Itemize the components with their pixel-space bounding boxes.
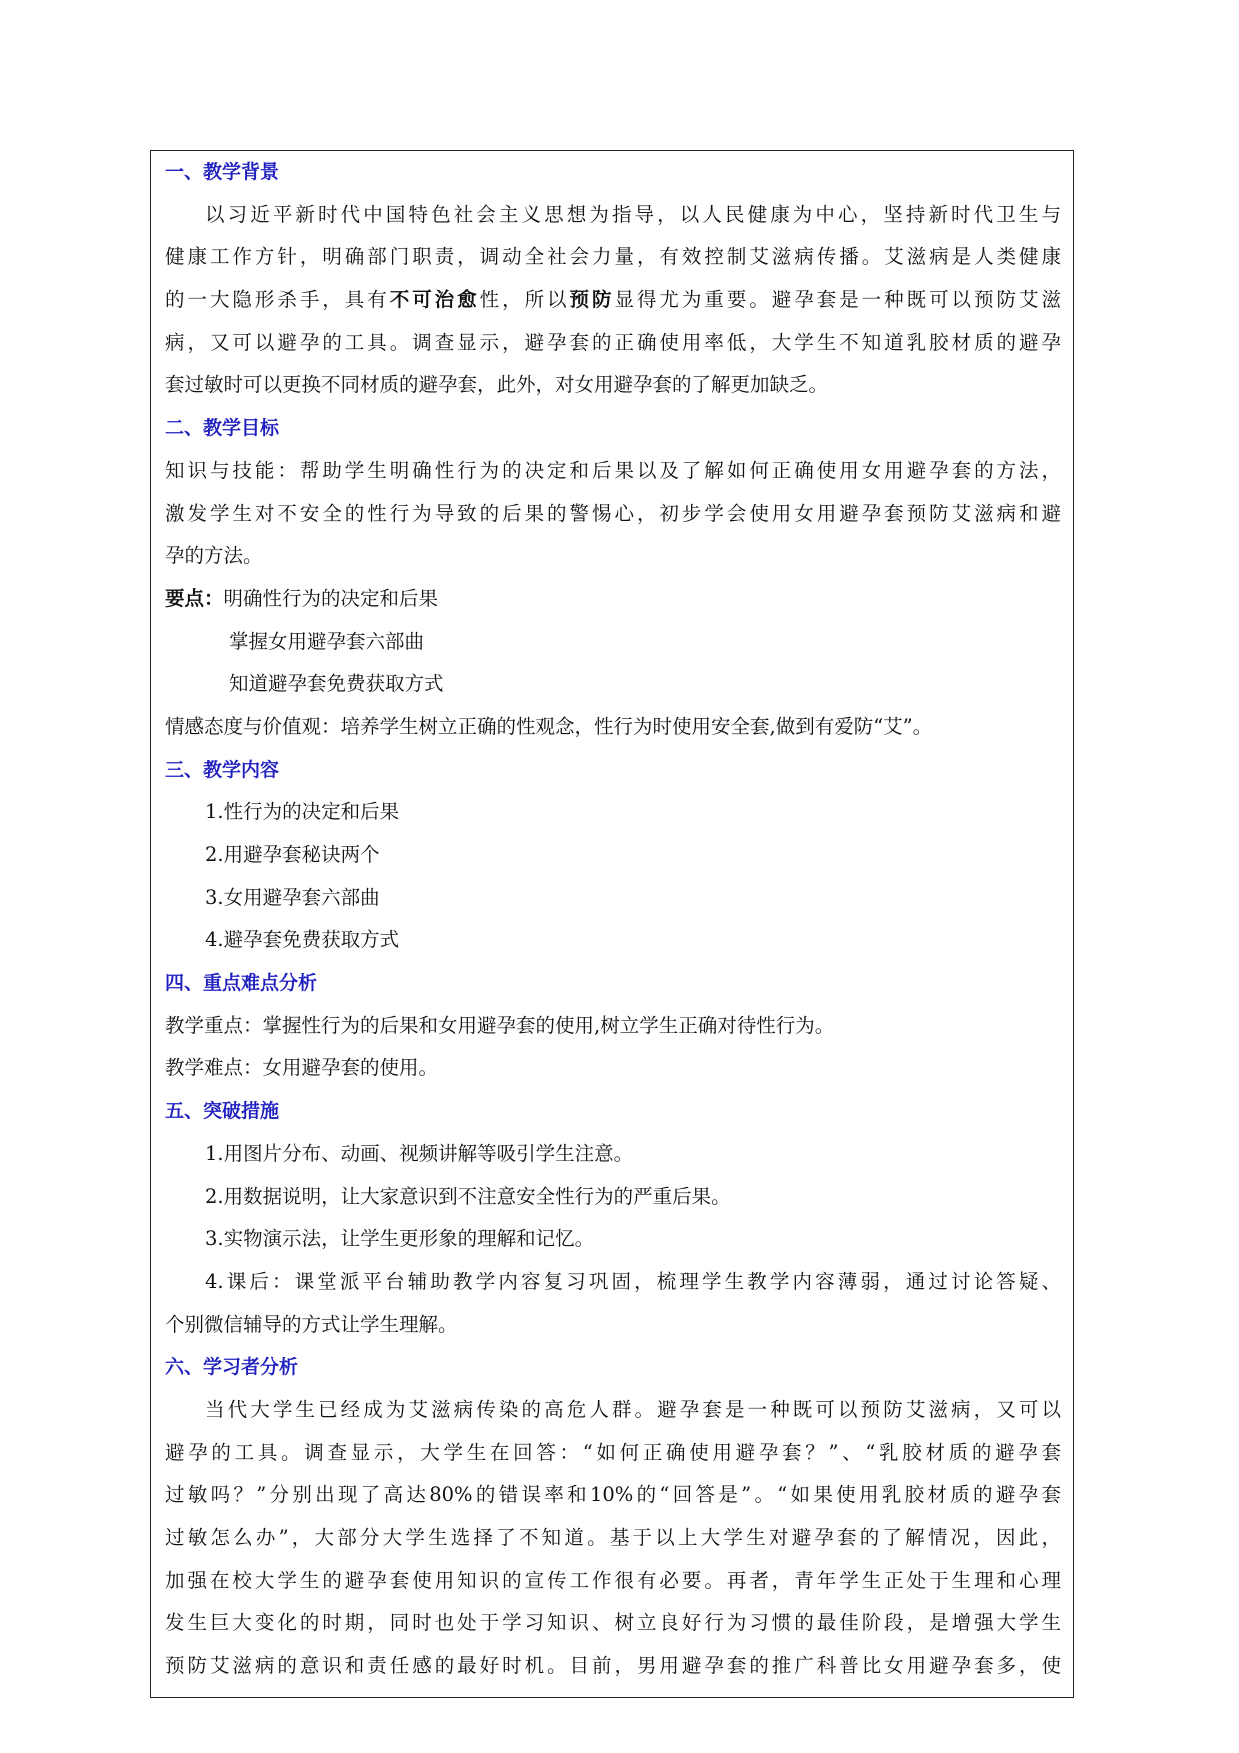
list-item: 2.用避孕套秘诀两个 xyxy=(205,843,380,866)
section-heading-content: 三、教学内容 xyxy=(165,758,280,781)
paragraph-line: 病，又可以避孕的工具。调查显示，避孕套的正确使用率低，大学生不知道乳胶材质的避孕 xyxy=(165,330,1061,354)
section-heading-measures: 五、突破措施 xyxy=(165,1100,280,1123)
emphasis-prevention: 预防 xyxy=(569,288,615,312)
paragraph-line: 套过敏时可以更换不同材质的避孕套，此外，对女用避孕套的了解更加缺乏。 xyxy=(165,373,829,397)
list-item: 4.避孕套免费获取方式 xyxy=(205,928,400,952)
paragraph-line: 健康工作方针，明确部门职责，调动全社会力量，有效控制艾滋病传播。艾滋病是人类健康 xyxy=(165,245,1061,269)
key-point: 掌握女用避孕套六部曲 xyxy=(229,629,425,653)
text-run: 性，所以 xyxy=(479,288,570,312)
list-item: 4.课后：课堂派平台辅助教学内容复习巩固，梳理学生教学内容薄弱，通过讨论答疑、 xyxy=(205,1269,1061,1293)
list-item: 3.实物演示法，让学生更形象的理解和记忆。 xyxy=(205,1227,595,1251)
text-run: 的一大隐形杀手，具有 xyxy=(165,288,390,312)
paragraph-line: 加强在校大学生的避孕套使用知识的宣传工作很有必要。再者，青年学生正处于生理和心理 xyxy=(165,1568,1061,1592)
list-item: 3.女用避孕套六部曲 xyxy=(205,885,380,909)
emphasis-incurable: 不可治愈 xyxy=(389,288,480,312)
key-point: 明确性行为的决定和后果 xyxy=(223,586,439,610)
paragraph-line: 过敏吗？”分别出现了高达80%的错误率和10%的“回答是”。“如果使用乳胶材质的避孕套 xyxy=(165,1483,1061,1507)
list-item: 2.用数据说明，让大家意识到不注意安全性行为的严重后果。 xyxy=(205,1184,731,1208)
paragraph-line: 知识与技能：帮助学生明确性行为的决定和后果以及了解如何正确使用女用避孕套的方法， xyxy=(165,458,1061,482)
key-points-label: 要点： xyxy=(165,586,224,610)
list-item: 1.性行为的决定和后果 xyxy=(205,800,400,824)
paragraph-line-emphasis xyxy=(165,279,1061,322)
section-heading-learner-analysis: 六、学习者分析 xyxy=(165,1356,299,1379)
section-heading-objectives: 二、教学目标 xyxy=(165,417,280,440)
lesson-plan-table xyxy=(150,150,1074,1698)
section-heading-background: 一、教学背景 xyxy=(165,161,280,183)
paragraph-line: 预防艾滋病的意识和责任感的最好时机。目前，男用避孕套的推广科普比女用避孕套多，使 xyxy=(165,1654,1061,1678)
paragraph-line: 当代大学生已经成为艾滋病传染的高危人群。避孕套是一种既可以预防艾滋病，又可以 xyxy=(205,1397,1061,1421)
paragraph-line: 避孕的工具。调查显示，大学生在回答：“如何正确使用避孕套？”、“乳胶材质的避孕套 xyxy=(165,1440,1061,1464)
paragraph-line: 教学重点：掌握性行为的后果和女用避孕套的使用,树立学生正确对待性行为。 xyxy=(165,1013,835,1037)
paragraph-line: 发生巨大变化的时期，同时也处于学习知识、树立良好行为习惯的最佳阶段，是增强大学生 xyxy=(165,1611,1061,1635)
paragraph-line: 个别微信辅导的方式让学生理解。 xyxy=(165,1312,458,1336)
text-run: 显得尤为重要。避孕套是一种既可以预防艾滋 xyxy=(614,288,1061,312)
key-points-line xyxy=(165,578,1061,621)
list-item: 1.用图片分布、动画、视频讲解等吸引学生注意。 xyxy=(205,1141,634,1165)
key-point: 知道避孕套免费获取方式 xyxy=(229,672,444,696)
paragraph-line: 激发学生对不安全的性行为导致的后果的警惕心，初步学会使用女用避孕套预防艾滋病和避 xyxy=(165,501,1061,525)
emotion-objective: 情感态度与价值观：培养学生树立正确的性观念，性行为时使用安全套,做到有爱防“艾”。 xyxy=(165,714,933,738)
paragraph-line: 教学难点：女用避孕套的使用。 xyxy=(165,1056,439,1080)
paragraph-line: 过敏怎么办”，大部分大学生选择了不知道。基于以上大学生对避孕套的了解情况，因此， xyxy=(165,1526,1061,1549)
section-heading-key-difficult: 四、重点难点分析 xyxy=(165,972,318,995)
paragraph-line: 以习近平新时代中国特色社会主义思想为指导，以人民健康为中心，坚持新时代卫生与 xyxy=(205,202,1061,226)
paragraph-line: 孕的方法。 xyxy=(165,544,263,568)
